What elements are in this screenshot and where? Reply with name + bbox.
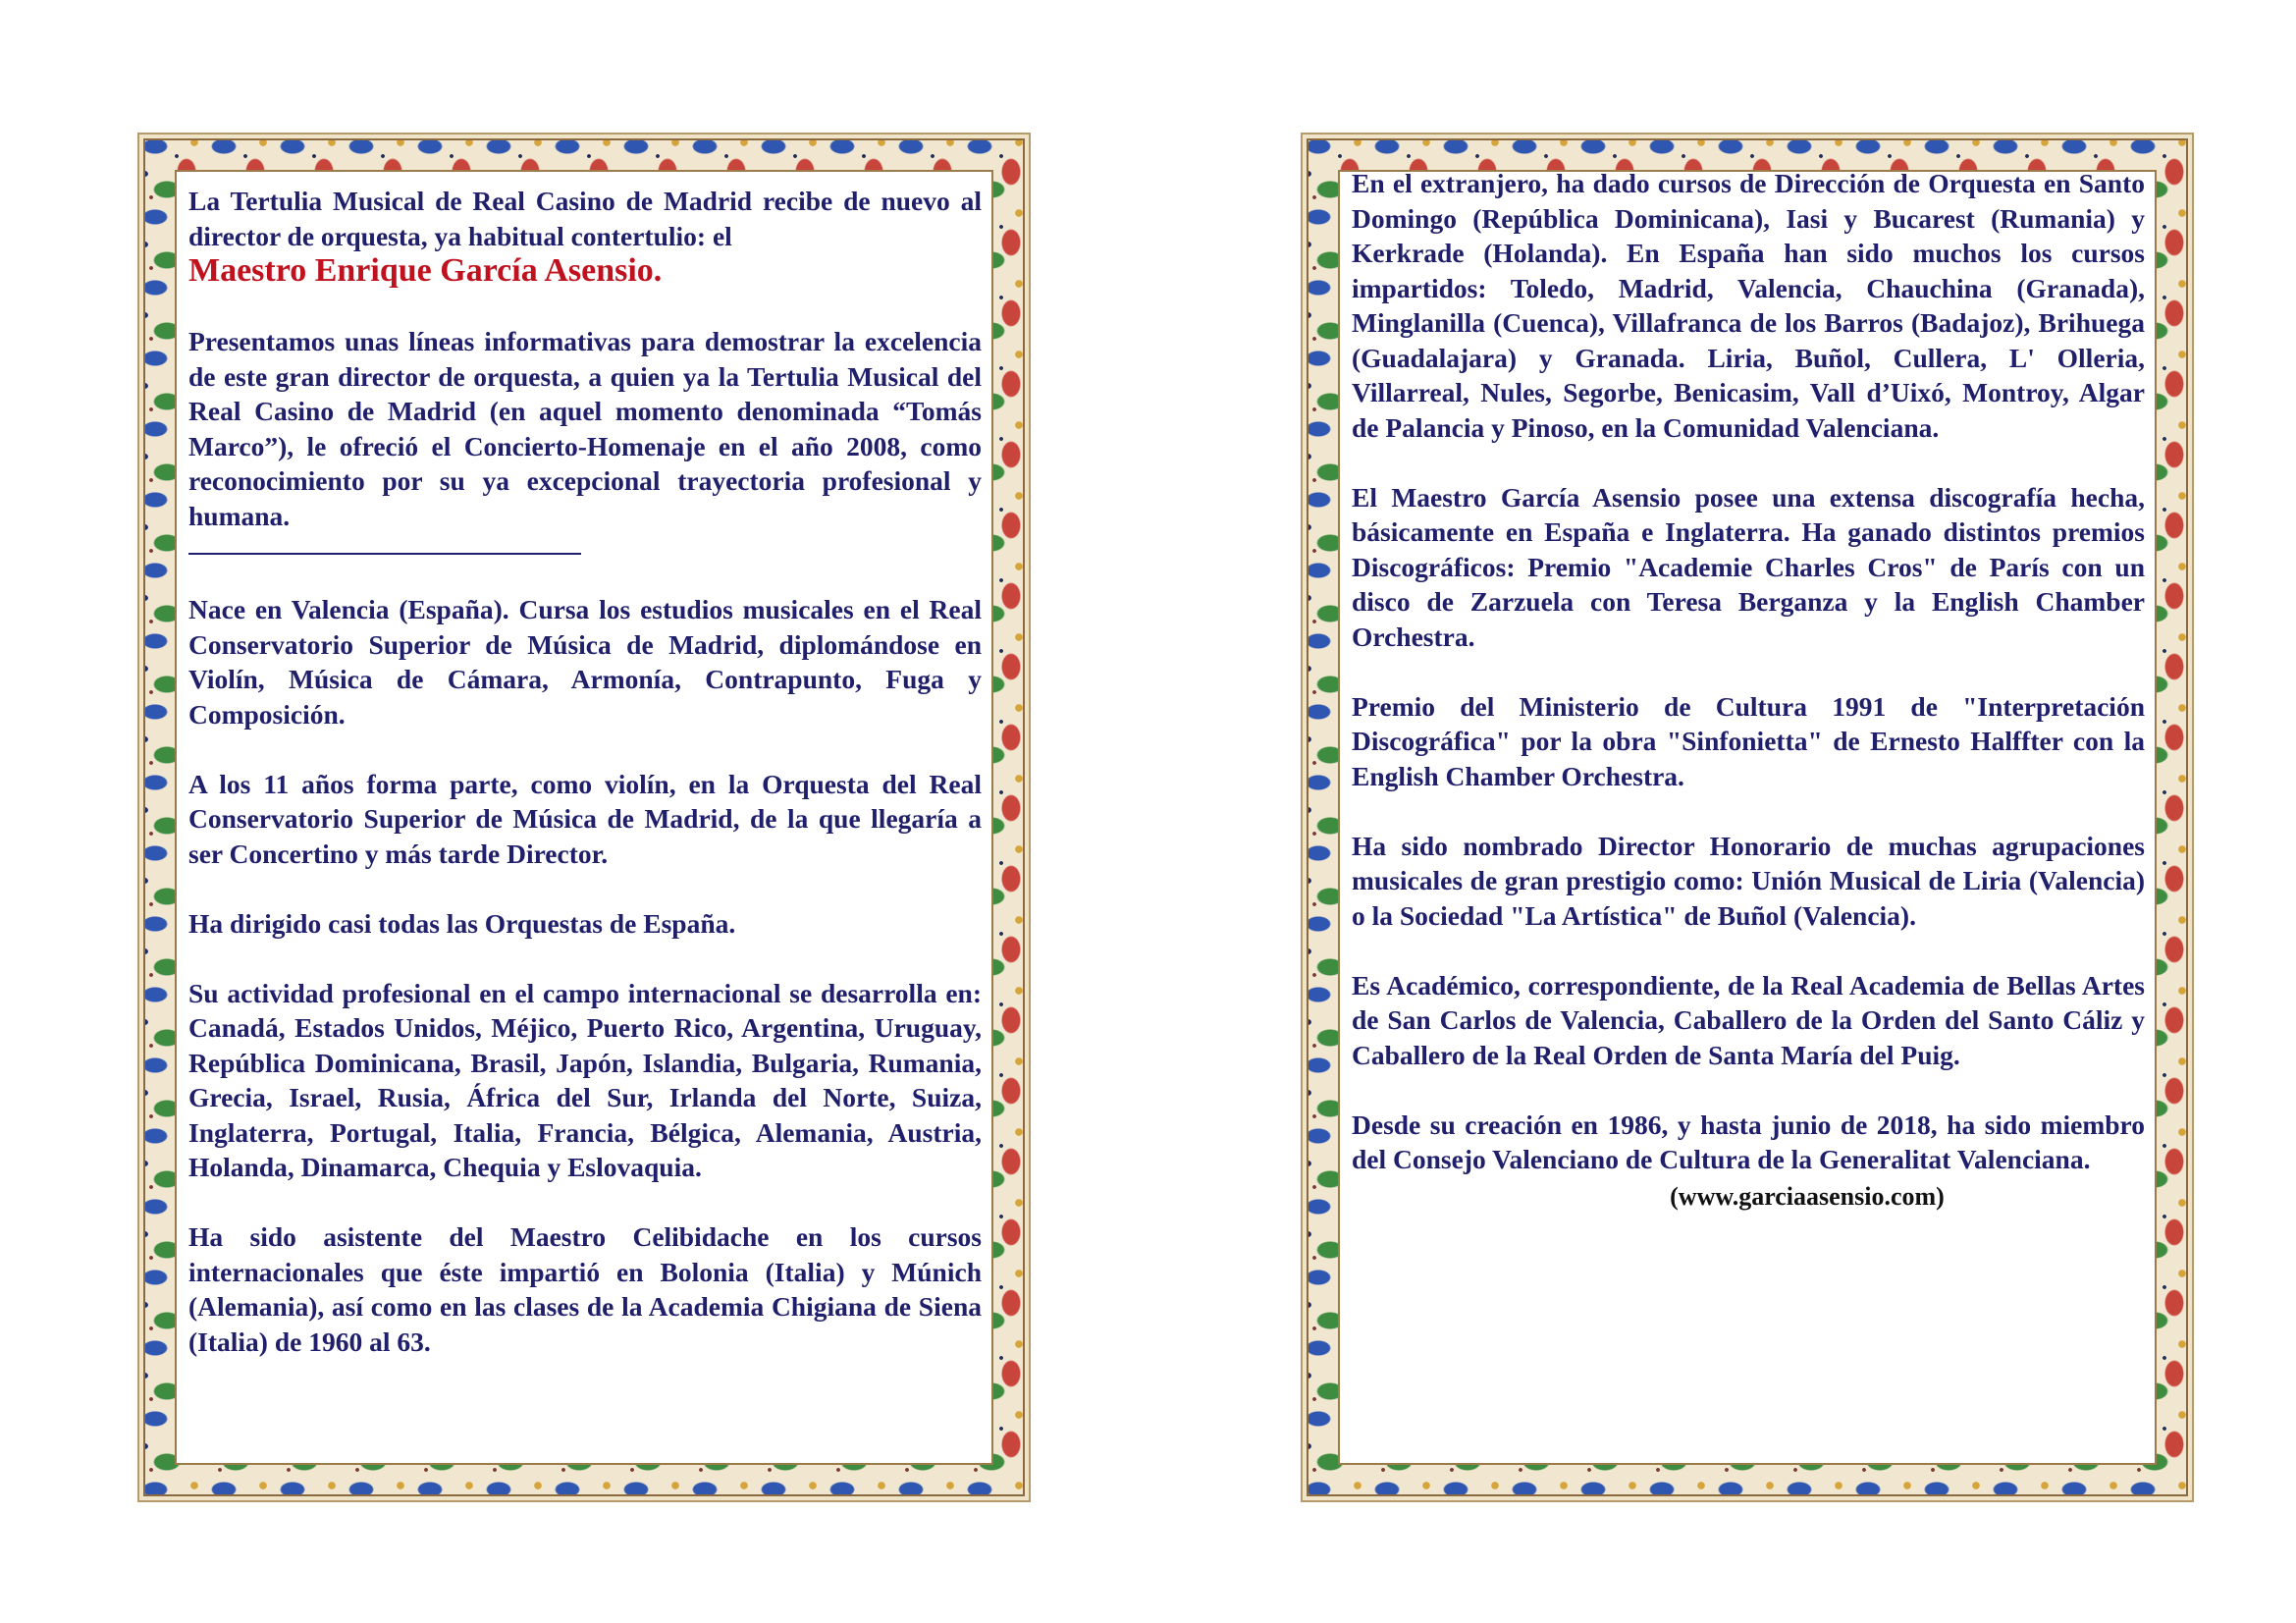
honorary-director-paragraph: Ha sido nombrado Director Honorario de muchas agrupaciones musicales de gran prestigio como: Unión Musical de Liria (Valencia) o la Sociedad "La Artística" de Buñol (Valencia). xyxy=(1352,830,2145,931)
presentation-paragraph: Presentamos unas líneas informativas para demostrar la excelencia de este gran director de orquesta, a quien ya la Tertulia Musical del Real Casino de Madrid (en aquel momento denominada “Tomás Marco”), le ofreció el Concierto-Homenaje en el año 2008, como reconocimiento por su ya excepcional trayectoria profesional y humana. xyxy=(188,326,982,531)
left-page-border xyxy=(137,133,1031,1502)
discography-paragraph: El Maestro García Asensio posee una extensa discografía hecha, básicamente en España e Inglaterra. Ha ganado distintos premios Discográficos: Premio "Academie Charles Cros" de París con un disco de Zarzuela con Teresa Berganza y la English Chamber Orchestra. xyxy=(1352,481,2145,652)
intro-paragraph xyxy=(188,184,982,290)
international-paragraph: Su actividad profesional en el campo internacional se desarrolla en: Canadá, Estados Unidos, Méjico, Puerto Rico, Argentina, Uruguay, República Dominicana, Brasil, Japón, Islandia, Bulgaria, Rumania, Grecia, Israel, Rusia, África del Sur, Irlanda del Norte, Suiza, Inglaterra, Portugal, Italia, Francia, Bélgica, Alemania, Austria, Holanda, Dinamarca, Chequia y Eslovaquia. xyxy=(188,977,982,1182)
celibidache-paragraph: Ha sido asistente del Maestro Celibidache en los cursos internacionales que éste impartió en Bolonia (Italia) y Múnich (Alemania), así como en las clases de la Academia Chigiana de Siena (Italia) de 1960 al 63. xyxy=(188,1221,982,1357)
orchestra-paragraph: A los 11 años forma parte, como violín, en la Orquesta del Real Conservatorio Superior de Música de Madrid, de la que llegaría a ser Concertino y más tarde Director. xyxy=(188,768,982,869)
divider-line xyxy=(188,553,581,555)
birth-paragraph: Nace en Valencia (España). Cursa los estudios musicales en el Real Conservatorio Superior de Música de Madrid, diplomándose en Violín, Música de Cámara, Armonía, Contrapunto, Fuga y Composición. xyxy=(188,594,982,730)
right-page xyxy=(1340,168,2155,1463)
website-link[interactable]: (www.garciaasensio.com) xyxy=(1670,1181,1945,1211)
ministry-award-paragraph: Premio del Ministerio de Cultura 1991 de "Interpretación Discográfica" por la obra "Sinfonietta" de Ernesto Halffter con la English Chamber Orchestra. xyxy=(1352,690,2145,791)
intro-text: La Tertulia Musical de Real Casino de Madrid recibe de nuevo al director de orquesta, ya habitual contertulio: el xyxy=(188,186,982,251)
orchestras-spain-paragraph: Ha dirigido casi todas las Orquestas de España. xyxy=(188,907,736,939)
maestro-name: Maestro Enrique García Asensio. xyxy=(188,252,663,289)
left-page xyxy=(177,172,991,1463)
council-paragraph: Desde su creación en 1986, y hasta junio de 2018, ha sido miembro del Consejo Valenciano de Cultura de la Generalitat Valenciana. xyxy=(1352,1109,2145,1174)
right-page-text xyxy=(1352,166,2145,1214)
left-page-text xyxy=(188,184,982,1359)
courses-paragraph: En el extranjero, ha dado cursos de Dirección de Orquesta en Santo Domingo (República Dominicana), Iasi y Bucarest (Rumania) y Kerkrade (Holanda). En España han sido muchos los cursos impartidos: Toledo, Madrid, Valencia, Chauchina (Granada), Minglanilla (Cuenca), Villafranca de los Barros (Badajoz), Brihuega (Guadalajara) y Granada. Liria, Buñol, Cullera, L' Olleria, Villarreal, Nules, Segorbe, Benicasim, Vall d’Uixó, Montroy, Algar de Palancia y Pinoso, en la Comunidad Valenciana. xyxy=(1352,168,2145,443)
right-page-border xyxy=(1301,133,2194,1502)
academy-paragraph: Es Académico, correspondiente, de la Real Academia de Bellas Artes de San Carlos de Valencia, Caballero de la Orden del Santo Cáliz y Caballero de la Real Orden de Santa María del Puig. xyxy=(1352,969,2145,1070)
